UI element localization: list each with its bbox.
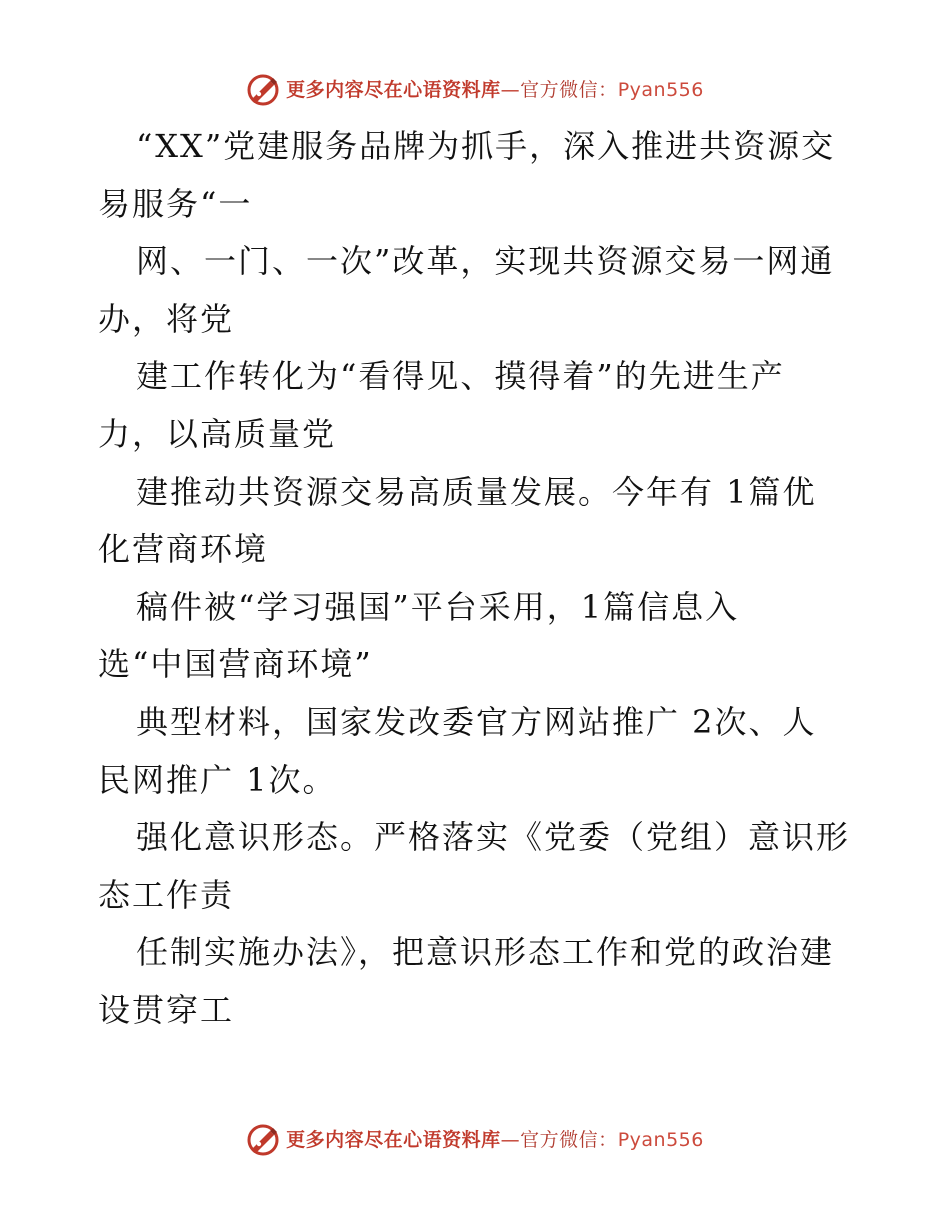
body-line: 力，以高质量党 [98, 414, 337, 453]
body-line: 强化意识形态。严格落实《党委（党组）意识形 [136, 818, 851, 857]
footer-banner [0, 1120, 950, 1160]
body-line: 建推动共资源交易高质量发展。今年有 1篇优 [136, 472, 817, 511]
footer-banner-text [286, 1123, 704, 1157]
body-line: 民网推广 1次。 [98, 760, 337, 799]
pen-logo-icon [246, 73, 280, 107]
pen-logo-icon [246, 1123, 280, 1157]
body-line: 办，将党 [98, 299, 235, 338]
footer-banner-contact-id: Pyan556 [617, 1129, 704, 1151]
body-line: 稿件被“学习强国”平台采用，1篇信息入 [136, 587, 740, 626]
footer-banner-main-text: 更多内容尽在心语资料库 [286, 1129, 501, 1151]
body-line: 易服务“一 [98, 184, 253, 223]
document-body [98, 118, 858, 1040]
body-line: 任制实施办法》，把意识形态工作和党的政治建 [136, 933, 835, 972]
footer-banner-inner [246, 1123, 704, 1157]
body-line: 建工作转化为“看得见、摸得着”的先进生产 [136, 357, 785, 396]
header-banner-main-text: 更多内容尽在心语资料库 [286, 79, 501, 101]
body-line: 态工作责 [98, 875, 235, 914]
footer-banner-contact-label: 官方微信： [520, 1129, 618, 1151]
header-banner-contact-label: 官方微信： [520, 79, 618, 101]
body-line: 网、一门、一次”改革，实现共资源交易一网通 [136, 242, 835, 281]
header-banner [0, 70, 950, 110]
header-banner-inner [246, 73, 704, 107]
body-line: “XX”党建服务品牌为抓手，深入推进共资源交 [136, 127, 836, 165]
footer-banner-dash: — [500, 1129, 521, 1151]
body-line: 选“中国营商环境” [98, 645, 373, 684]
header-banner-text [286, 73, 704, 107]
body-line: 设贯穿工 [98, 990, 235, 1029]
body-line: 化营商环境 [98, 530, 269, 569]
body-line: 典型材料，国家发改委官方网站推广 2次、人 [136, 702, 817, 741]
header-banner-dash: — [500, 79, 521, 101]
header-banner-contact-id: Pyan556 [617, 79, 704, 101]
